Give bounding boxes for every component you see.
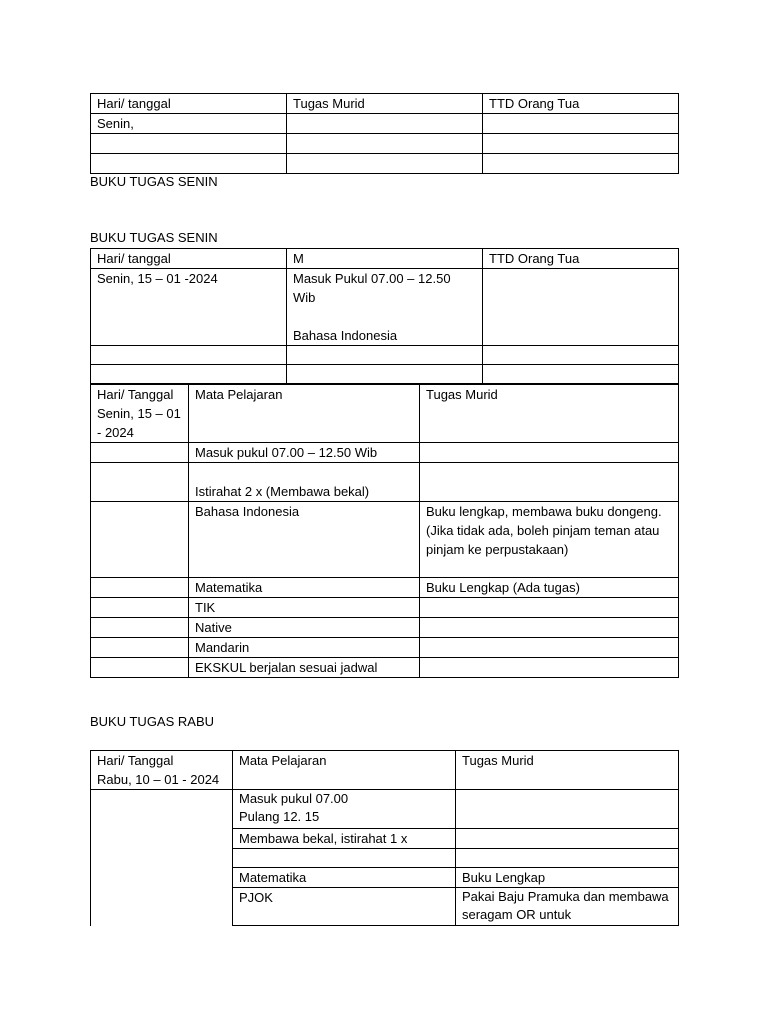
table-cell xyxy=(287,346,483,365)
header-cell: Tugas Murid xyxy=(456,751,679,790)
table-cell xyxy=(483,365,679,384)
header-cell: M xyxy=(287,249,483,269)
table-cell: Buku lengkap, membawa buku dongeng. (Jika tidak ada, boleh pinjam teman atau pinjam ke perpustakaan) xyxy=(420,502,679,578)
table-cell xyxy=(483,269,679,346)
table-cell xyxy=(91,618,189,638)
table-cell xyxy=(91,463,189,502)
table-cell xyxy=(91,502,189,578)
table-row xyxy=(91,365,679,384)
table-3 xyxy=(90,383,679,678)
table-cell xyxy=(233,849,456,868)
table-row xyxy=(91,578,679,598)
table-cell: Masuk pukul 07.00 Pulang 12. 15 xyxy=(233,790,456,829)
table-cell xyxy=(456,790,679,829)
table-cell xyxy=(420,443,679,463)
header-cell: Hari/ tanggal xyxy=(91,94,287,114)
table-cell xyxy=(420,598,679,618)
table-cell xyxy=(287,134,483,154)
header-cell: Hari/ Tanggal Senin, 15 – 01 - 2024 xyxy=(91,384,189,443)
table-header-row xyxy=(91,94,679,114)
table-header-row xyxy=(91,751,679,790)
table-cell: Buku Lengkap (Ada tugas) xyxy=(420,578,679,598)
table-cell: Buku Lengkap xyxy=(456,868,679,888)
table-cell: Masuk pukul 07.00 – 12.50 Wib xyxy=(189,443,420,463)
table-cell: Masuk Pukul 07.00 – 12.50 Wib Bahasa Indonesia xyxy=(287,269,483,346)
table-cell xyxy=(91,658,189,678)
table-row xyxy=(91,790,679,829)
header-cell: Hari/ Tanggal Rabu, 10 – 01 - 2024 xyxy=(91,751,233,790)
table-cell xyxy=(456,849,679,868)
table-4 xyxy=(90,750,679,926)
table-cell xyxy=(483,114,679,134)
table-header-row xyxy=(91,384,679,443)
table-cell xyxy=(483,154,679,174)
table-row xyxy=(91,154,679,174)
table-cell: TIK xyxy=(189,598,420,618)
table-cell xyxy=(287,114,483,134)
table-cell xyxy=(483,346,679,365)
table-cell xyxy=(420,463,679,502)
header-cell: TTD Orang Tua xyxy=(483,249,679,269)
section-heading: BUKU TUGAS SENIN xyxy=(90,174,218,189)
table-cell xyxy=(91,154,287,174)
header-cell: TTD Orang Tua xyxy=(483,94,679,114)
header-cell: Mata Pelajaran xyxy=(189,384,420,443)
table-cell: Membawa bekal, istirahat 1 x xyxy=(233,829,456,849)
table-cell xyxy=(287,154,483,174)
table-cell: Senin, 15 – 01 -2024 xyxy=(91,269,287,346)
table-1 xyxy=(90,93,679,174)
table-cell: Matematika xyxy=(189,578,420,598)
section-heading: BUKU TUGAS RABU xyxy=(90,714,215,729)
table-cell: Bahasa Indonesia xyxy=(189,502,420,578)
table-row xyxy=(91,443,679,463)
table-cell xyxy=(483,134,679,154)
header-cell: Tugas Murid xyxy=(287,94,483,114)
table-cell xyxy=(287,365,483,384)
table-row xyxy=(91,502,679,578)
section-heading: BUKU TUGAS SENIN xyxy=(90,230,218,245)
table-cell xyxy=(91,790,233,926)
table-row xyxy=(91,598,679,618)
table-row xyxy=(91,134,679,154)
table-row xyxy=(91,114,679,134)
table-cell xyxy=(91,346,287,365)
table-cell xyxy=(91,638,189,658)
table-2 xyxy=(90,248,679,384)
table-row xyxy=(91,618,679,638)
table-cell xyxy=(91,443,189,463)
table-header-row xyxy=(91,249,679,269)
table-row xyxy=(91,638,679,658)
header-cell: Tugas Murid xyxy=(420,384,679,443)
header-cell: Hari/ tanggal xyxy=(91,249,287,269)
table-cell xyxy=(420,618,679,638)
table-cell xyxy=(91,365,287,384)
table-row xyxy=(91,658,679,678)
table-cell xyxy=(420,658,679,678)
table-cell: Pakai Baju Pramuka dan membawa seragam OR untuk xyxy=(456,888,679,926)
table-cell: Istirahat 2 x (Membawa bekal) xyxy=(189,463,420,502)
table-cell: EKSKUL berjalan sesuai jadwal xyxy=(189,658,420,678)
table-row xyxy=(91,269,679,346)
table-row xyxy=(91,463,679,502)
table-cell: Native xyxy=(189,618,420,638)
table-cell: Matematika xyxy=(233,868,456,888)
table-cell: Senin, xyxy=(91,114,287,134)
table-cell xyxy=(91,598,189,618)
table-cell xyxy=(91,578,189,598)
table-cell xyxy=(91,134,287,154)
table-cell: PJOK xyxy=(233,888,456,926)
table-row xyxy=(91,346,679,365)
table-cell xyxy=(456,829,679,849)
header-cell: Mata Pelajaran xyxy=(233,751,456,790)
table-cell xyxy=(420,638,679,658)
table-cell: Mandarin xyxy=(189,638,420,658)
